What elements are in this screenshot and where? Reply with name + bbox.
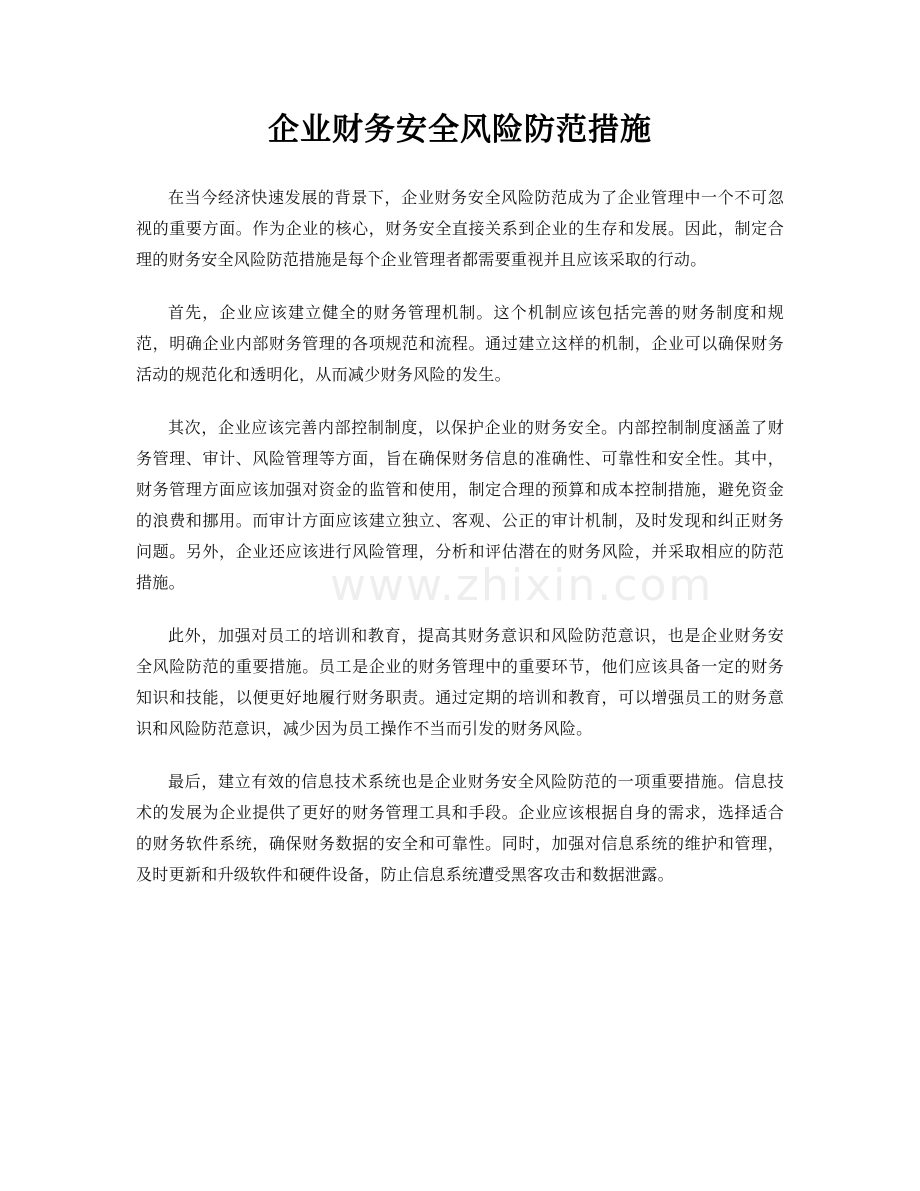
document-body [136, 182, 784, 912]
paragraph-finally: 最后，建立有效的信息技术系统也是企业财务安全风险防范的一项重要措施。信息技术的发展为企业提供了更好的财务管理工具和手段。企业应该根据自身的需求，选择适合的财务软件系统，确保财务数据的安全和可靠性。同时，加强对信息系统的维护和管理，及时更新和升级软件和硬件设备，防止信息系统遭受黑客攻击和数据泄露。 [136, 772, 784, 884]
paragraph-additionally: 此外，加强对员工的培训和教育，提高其财务意识和风险防范意识，也是企业财务安全风险防范的重要措施。员工是企业的财务管理中的重要环节，他们应该具备一定的财务知识和技能，以便更好地履行财务职责。通过定期的培训和教育，可以增强员工的财务意识和风险防范意识，减少因为员工操作不当而引发的财务风险。 [136, 626, 784, 738]
paragraph-first: 首先，企业应该建立健全的财务管理机制。这个机制应该包括完善的财务制度和规范，明确企业内部财务管理的各项规范和流程。通过建立这样的机制，企业可以确保财务活动的规范化和透明化，从而减少财务风险的发生。 [136, 303, 784, 384]
document-title: 企业财务安全风险防范措施 [268, 112, 652, 148]
watermark: www.zhixin.com [330, 560, 714, 611]
paragraph-intro: 在当今经济快速发展的背景下，企业财务安全风险防范成为了企业管理中一个不可忽视的重要方面。作为企业的核心，财务安全直接关系到企业的生存和发展。因此，制定合理的财务安全风险防范措施是每个企业管理者都需要重视并且应该采取的行动。 [136, 188, 784, 269]
paragraph-second: 其次，企业应该完善内部控制制度，以保护企业的财务安全。内部控制制度涵盖了财务管理、审计、风险管理等方面，旨在确保财务信息的准确性、可靠性和安全性。其中，财务管理方面应该加强对资金的监管和使用，制定合理的预算和成本控制措施，避免资金的浪费和挪用。而审计方面应该建立独立、客观、公正的审计机制，及时发现和纠正财务问题。另外，企业还应该进行风险管理，分析和评估潜在的财务风险，并采取相应的防范措施。 [136, 418, 784, 592]
